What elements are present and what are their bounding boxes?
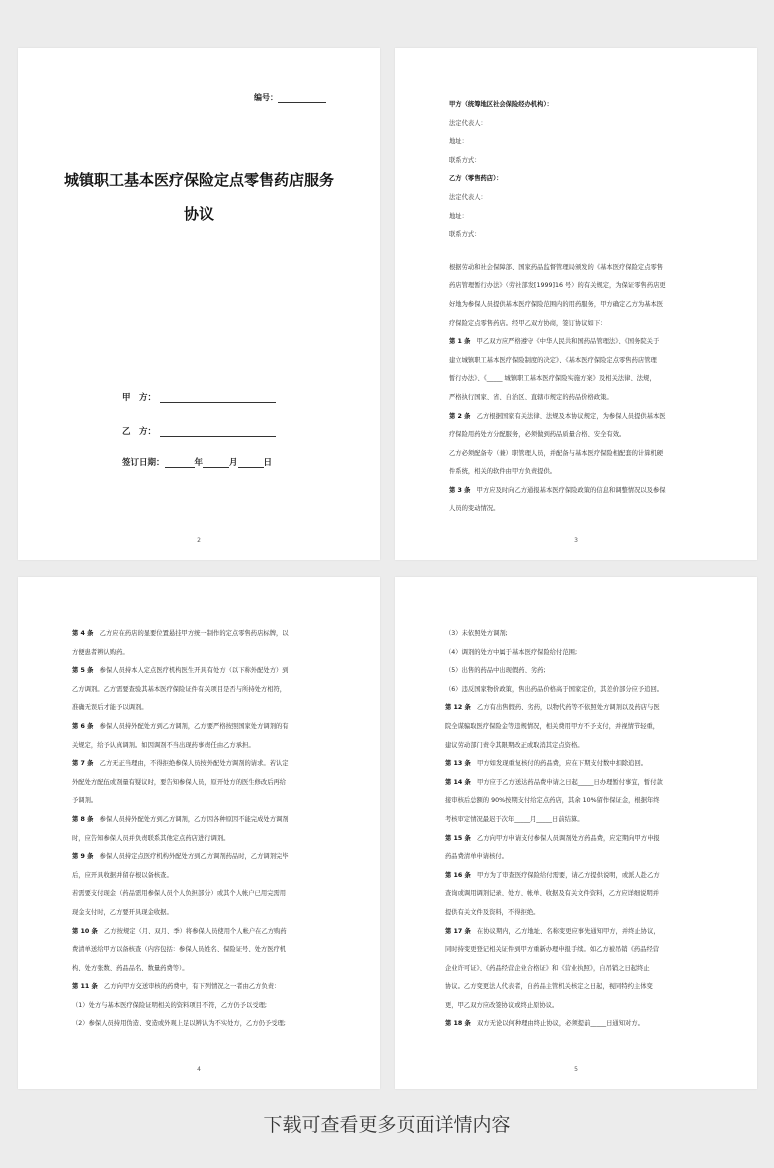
month-blank xyxy=(203,459,229,468)
article-heading: 第 1 条 xyxy=(449,338,471,346)
text-line: 提供有关文件及资料，不得拒绝。 xyxy=(445,908,540,916)
text-line: 乙方（零售药店）： xyxy=(449,175,503,183)
text-line: 药品费清单申请核付。 xyxy=(445,853,508,861)
text-line: 地址： xyxy=(449,212,468,220)
text-line: 第 10 条 乙方按规定（月、双月、季）将参保人员使用个人帐户在乙方购药 xyxy=(72,927,287,935)
agreement-page-3 xyxy=(18,577,380,1089)
text-line: 后，应开具收据并留存根以备核查。 xyxy=(72,871,173,879)
text-line: 现金支付时，乙方要开具现金收据。 xyxy=(72,908,173,916)
page-body xyxy=(449,96,717,519)
signing-date-label: 签订日期： xyxy=(122,458,165,468)
party-b-line xyxy=(122,425,276,437)
text-line: 联系方式： xyxy=(449,156,481,164)
article-heading: 第 10 条 xyxy=(72,927,98,935)
agreement-page-2 xyxy=(395,48,757,560)
day-label: 日 xyxy=(263,458,273,468)
article-heading: 第 3 条 xyxy=(449,486,471,494)
article-heading: 第 12 条 xyxy=(445,704,471,712)
text-line: 第 5 条 参保人员持本人定点医疗机构医生开具有处方（以下称外配处方）到 xyxy=(72,667,289,675)
text-line: 第 8 条 参保人员持外配处方到乙方调剂，乙方因各种原因不能完成处方调剂 xyxy=(72,815,289,823)
text-line: 第 15 条 乙方向甲方申请支付参保人员调剂处方药品费，应定期向甲方申报 xyxy=(445,834,660,842)
party-a-blank xyxy=(160,394,276,403)
year-label: 年 xyxy=(194,458,204,468)
page-number: 2 xyxy=(197,537,201,544)
text-line: （5）出售的药品中出现假药、劣药; xyxy=(445,667,546,675)
party-a-line xyxy=(122,391,276,403)
party-a-label: 甲 方： xyxy=(122,393,157,403)
page-number: 5 xyxy=(574,1066,578,1073)
download-more-link[interactable]: 下载可查看更多页面详情内容 xyxy=(263,1114,511,1136)
text-line: 第 9 条 参保人员持定点医疗机构外配处方到乙方调剂药品时，乙方调剂完毕 xyxy=(72,853,289,861)
text-line: 法定代表人： xyxy=(449,119,487,127)
party-b-label: 乙 方： xyxy=(122,427,157,437)
party-b-blank xyxy=(160,428,276,437)
text-line: 第 7 条 乙方无正当理由，不得拒绝参保人员按外配处方调剂的请求。若认定 xyxy=(72,760,289,768)
text-line: 准确无误后才能予以调剂。 xyxy=(72,704,148,712)
text-line: 第 1 条 甲乙双方应严格遵守《中华人民共和国药品管理法》、《国务院关于 xyxy=(449,338,660,346)
article-heading: 第 5 条 xyxy=(72,667,94,675)
document-title: 城镇职工基本医疗保险定点零售药店服务协议 xyxy=(63,171,334,223)
article-heading: 第 7 条 xyxy=(72,760,94,768)
text-line: 院全谋骗取医疗保险金等违规情况，相关费用甲方不予支付，并视情节轻重， xyxy=(445,722,660,730)
article-heading: 第 16 条 xyxy=(445,871,471,879)
text-line: （3）未依照处方调剂; xyxy=(445,630,508,637)
text-line: 方便患者辨认购药。 xyxy=(72,648,129,656)
text-line: 乙方必须配备专（兼）职管理人员，并配备与基本医疗保险相配套的计算机硬 xyxy=(449,449,664,457)
article-heading: 第 6 条 xyxy=(72,722,94,730)
text-line: 建议劳动部门责令其限期改正或取消其定点资格。 xyxy=(445,741,584,749)
text-line: 予调剂。 xyxy=(72,797,98,805)
text-line: 关规定，给予认真调剂。如因调剂不当出现药事责任由乙方承担。 xyxy=(72,741,255,749)
cover-page xyxy=(18,48,380,560)
contract-number-blank xyxy=(278,94,326,103)
text-line: 第 3 条 甲方应及时向乙方通报基本医疗保险政策的信息和调整情况以及参保 xyxy=(449,486,666,494)
text-line: 费清单送给甲方以备核查（内容包括：参保人员姓名、保险证号、处方医疗机 xyxy=(72,946,287,954)
text-line: 药店管理暂行办法》（劳社部发[1999]16 号）的有关规定，为保证零售药店更 xyxy=(449,282,666,290)
text-line: 若需要支付现金（药品需用参保人员个人负担部分）或其个人帐户已用完需用 xyxy=(72,890,287,898)
text-line: 第 18 条 双方无论以何种理由终止协议，必须提前_____日通知对方。 xyxy=(445,1020,644,1028)
text-line: 件系统，相关的软件由甲方负责提供。 xyxy=(449,468,557,476)
article-heading: 第 2 条 xyxy=(449,412,471,420)
signing-date xyxy=(122,456,272,468)
article-heading: 第 9 条 xyxy=(72,853,94,861)
text-line: 第 4 条 乙方应在药店的显要位置悬挂甲方统一制作的定点零售药店标牌，以 xyxy=(72,630,289,637)
text-line: 第 12 条 乙方有出售假药、劣药，以物代药等不依照处方调剂以及药店与医 xyxy=(445,704,660,712)
text-line: 第 11 条 乙方向甲方交送审核的药费中，有下列情况之一者由乙方负责： xyxy=(72,983,281,991)
page-number: 3 xyxy=(574,537,578,544)
article-heading: 第 8 条 xyxy=(72,815,94,823)
text-line: 第 13 条 甲方如发现重复核付的药品费，应在下期支付数中扣除追回。 xyxy=(445,760,648,768)
page-number: 4 xyxy=(197,1066,201,1073)
text-line: 联系方式： xyxy=(449,231,481,239)
article-heading: 第 17 条 xyxy=(445,927,471,935)
text-line: 协议。乙方变更法人代表者，自药品主管机关核定之日起，视同特约主体变 xyxy=(445,983,653,991)
text-line: 法定代表人： xyxy=(449,193,487,201)
text-line: 查询或调用调剂记录、处方、帐单、收据及有关文件资料，乙方应详细说明并 xyxy=(445,890,660,898)
text-line: 建立城镇职工基本医疗保险制度的决定》、《基本医疗保险定点零售药店管理 xyxy=(449,356,657,364)
text-line: （4）调剂的处方中属于基本医疗保险给付范围; xyxy=(445,648,578,656)
contract-number-label: 编号： xyxy=(254,93,278,102)
text-line: 人员的变动情况。 xyxy=(449,505,500,513)
paragraph-gap xyxy=(449,245,717,259)
day-blank xyxy=(238,459,264,468)
article-heading: 第 18 条 xyxy=(445,1020,471,1028)
text-line: 第 2 条 乙方根据国家有关法律、法规及本协议规定，为参保人员提供基本医 xyxy=(449,412,666,420)
text-line: （1）处方与基本医疗保险证明相关的资料项目不符，乙方仍予以受理; xyxy=(72,1001,268,1009)
text-line: 根据劳动和社会保障部、国家药品监督管理局颁发的《基本医疗保险定点零售 xyxy=(449,263,664,271)
text-line: （2）参保人员持用伪造、变造或外观上足以辨认为不实处方，乙方仍予受理; xyxy=(72,1020,286,1028)
contract-number xyxy=(254,92,326,103)
text-line: 疗保险定点零售药店。经甲乙双方协商，签订协议如下： xyxy=(449,319,607,327)
text-line: 外配处方配伍或剂量有疑议时，要告知参保人员，原开处方的医生修改后再给 xyxy=(72,778,287,786)
text-line: 企业许可证》、《药品经营企业合格证》和《营业执照》，自吊销之日起终止 xyxy=(445,964,650,972)
text-line: 严格执行国家、省、自治区、直辖市规定的药品价格政策。 xyxy=(449,393,613,401)
text-line: 疗保险用药处方分配服务，必须做到药品质量合格、安全有效。 xyxy=(449,431,626,439)
text-line: 接审核后总额的 90%按期支付给定点药店，其余 10%留作保证金，根据年终 xyxy=(445,797,660,805)
text-line: 更，甲乙双方应改签协议或终止原协议。 xyxy=(445,1001,559,1009)
text-line: 第 17 条 在协议期内，乙方地址、名称变更应事先通知甲方，并终止协议， xyxy=(445,927,660,935)
month-label: 月 xyxy=(229,458,238,468)
text-line: 同时持变更登记相关证件到甲方重新办理申报手续。如乙方被吊销《药品经营 xyxy=(445,946,660,954)
page-body xyxy=(445,625,717,1034)
text-line: 构、处方张数、药品品名、数量药费等）。 xyxy=(72,964,189,972)
text-line: 暂行办法》、《_____ 城镇职工基本医疗保险实施方案》及相关法律、法规， xyxy=(449,375,656,383)
page-body xyxy=(72,625,340,1034)
article-heading: 第 13 条 xyxy=(445,760,471,768)
text-line: 地址： xyxy=(449,138,468,146)
text-line: 考核审定情况最迟于次年_____月_____日前结算。 xyxy=(445,815,584,823)
text-line: （6）违反国家物价政策，售出药品价格高于国家定价，其差价部分应予追回。 xyxy=(445,685,664,693)
year-blank xyxy=(165,459,195,468)
agreement-page-4 xyxy=(395,577,757,1089)
text-line: 乙方调剂。乙方需要查验其基本医疗保险证件有关项目是否与所持处方相符， xyxy=(72,685,287,693)
article-heading: 第 14 条 xyxy=(445,778,471,786)
article-heading: 第 15 条 xyxy=(445,834,471,842)
article-heading: 第 11 条 xyxy=(72,983,98,991)
text-line: 时，应告知参保人员并负责联系其他定点药店进行调剂。 xyxy=(72,834,230,842)
text-line: 第 6 条 参保人员持外配处方到乙方调剂，乙方要严格按照国家处方调剂的有 xyxy=(72,722,289,730)
text-line: 甲方（统筹地区社会保险经办机构）： xyxy=(449,101,553,108)
article-heading: 第 4 条 xyxy=(72,630,94,637)
text-line: 好地为参保人员提供基本医疗保险范围内的用药服务，甲方确定乙方为基本医 xyxy=(449,300,664,308)
text-line: 第 14 条 甲方应于乙方送达药品费申请之日起_____日办理暂付事宜，暂付款 xyxy=(445,778,663,786)
text-line: 第 16 条 甲方为了审查医疗保险给付需要，请乙方提供说明，或派人赴乙方 xyxy=(445,871,660,879)
